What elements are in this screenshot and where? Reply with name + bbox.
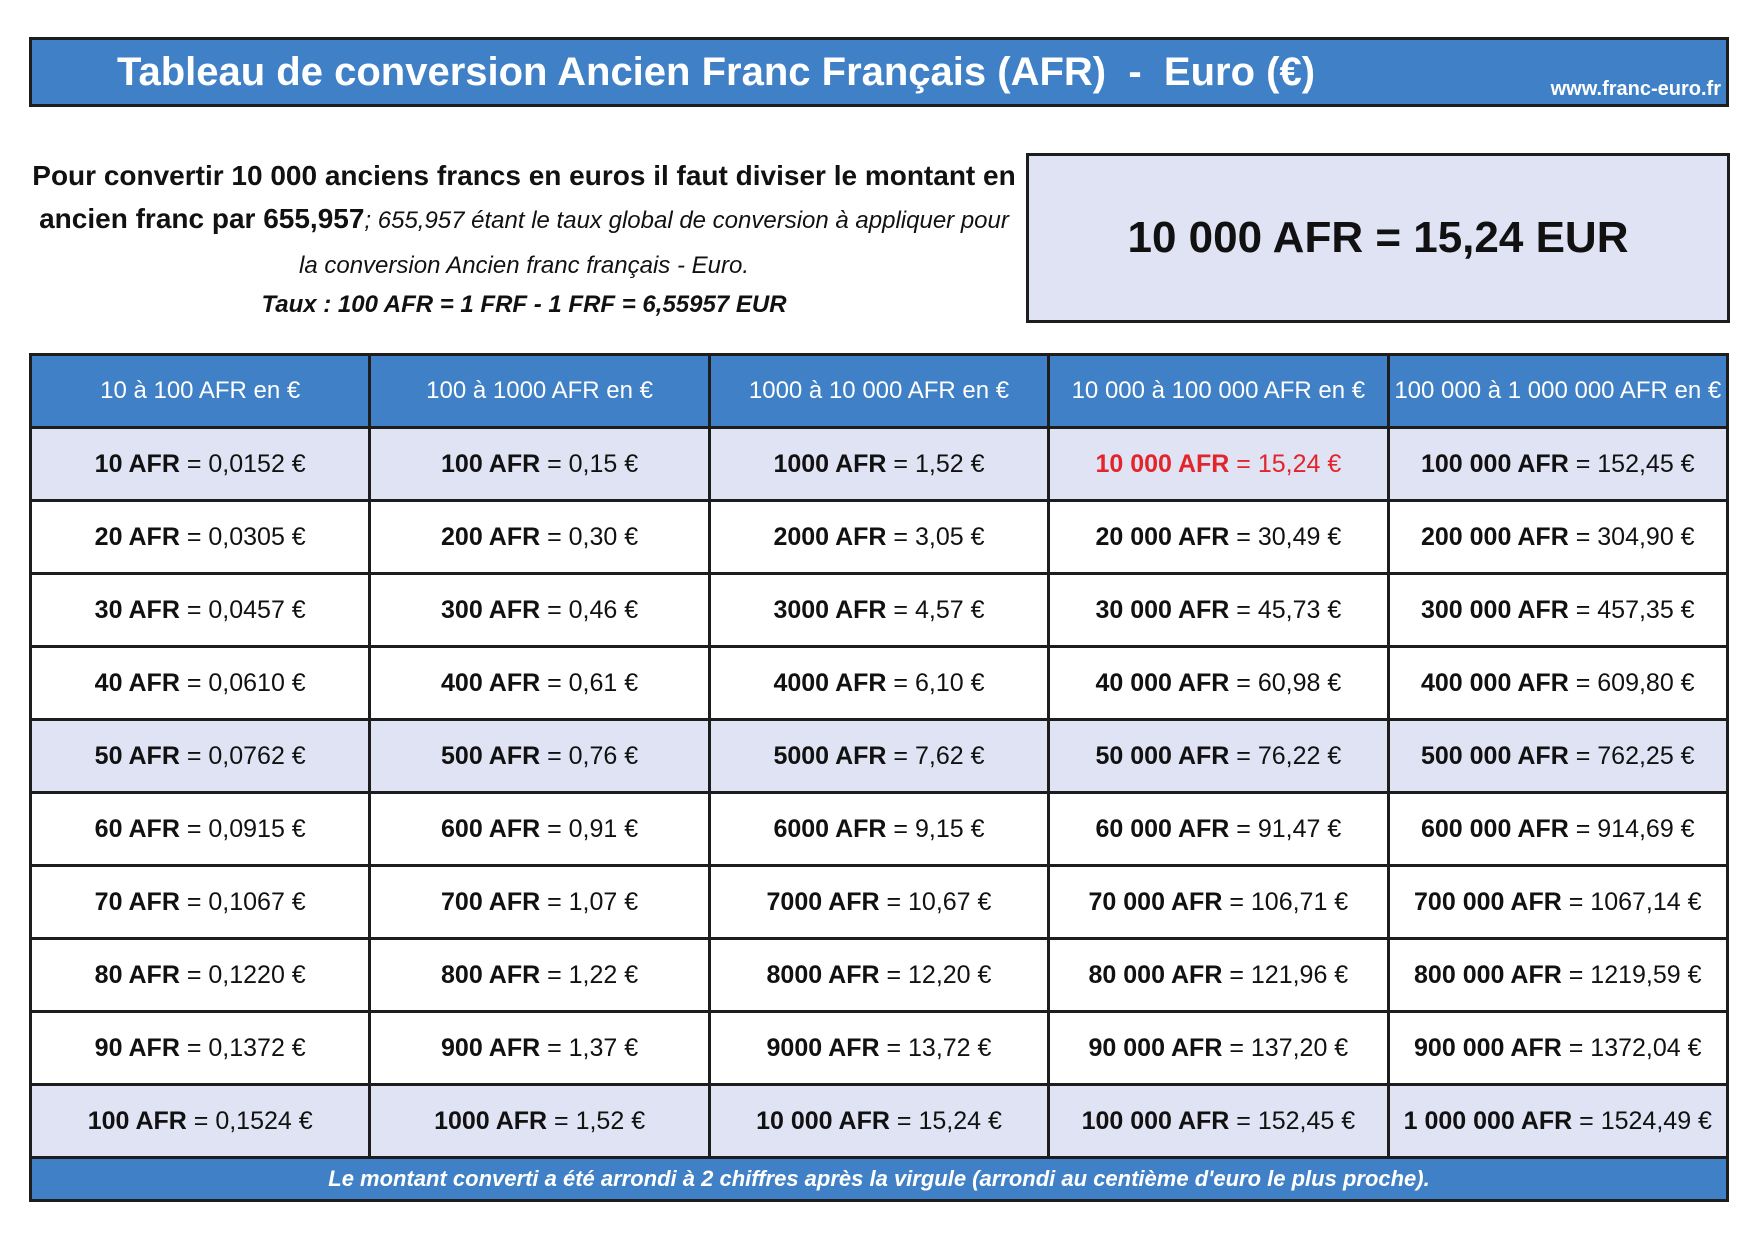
amount-eur: = 914,69 €	[1568, 814, 1695, 843]
amount-eur: = 762,25 €	[1568, 741, 1695, 770]
amount-afr: 80 000 AFR	[1088, 960, 1223, 989]
table-cell	[1049, 866, 1388, 939]
table-row	[31, 720, 1728, 793]
table-row	[31, 1012, 1728, 1085]
amount-afr: 6000 AFR	[773, 814, 887, 843]
table-row	[31, 428, 1728, 501]
amount-afr: 7000 AFR	[766, 887, 880, 916]
amount-eur: = 0,0610 €	[179, 668, 306, 697]
table-cell	[31, 428, 370, 501]
amount-afr: 40 000 AFR	[1095, 668, 1230, 697]
amount-eur: = 137,20 €	[1222, 1033, 1349, 1062]
amount-eur: = 0,0915 €	[179, 814, 306, 843]
amount-afr: 700 000 AFR	[1414, 887, 1562, 916]
table-row	[31, 647, 1728, 720]
title-bar	[29, 37, 1729, 107]
amount-eur: = 121,96 €	[1222, 960, 1349, 989]
footnote-row	[31, 1158, 1728, 1201]
table-cell	[370, 428, 709, 501]
column-header: 100 à 1000 AFR en €	[370, 355, 709, 428]
table-cell	[31, 1012, 370, 1085]
table-cell	[1049, 501, 1388, 574]
amount-afr: 500 000 AFR	[1420, 741, 1569, 770]
amount-afr: 100 AFR	[87, 1106, 187, 1135]
amount-eur: = 9,15 €	[886, 814, 985, 843]
table-cell	[370, 574, 709, 647]
amount-eur: = 4,57 €	[886, 595, 985, 624]
intro-text	[29, 154, 1019, 323]
amount-eur: = 106,71 €	[1222, 887, 1349, 916]
amount-afr: 50 AFR	[94, 741, 180, 770]
amount-afr: 30 AFR	[94, 595, 180, 624]
amount-afr: 900 000 AFR	[1414, 1033, 1562, 1062]
table-cell	[1388, 720, 1727, 793]
amount-afr: 30 000 AFR	[1095, 595, 1230, 624]
amount-eur: = 15,24 €	[889, 1106, 1002, 1135]
amount-eur: = 1524,49 €	[1572, 1106, 1712, 1135]
amount-afr: 60 AFR	[94, 814, 180, 843]
amount-afr: 5000 AFR	[773, 741, 887, 770]
amount-afr: 100 AFR	[441, 449, 541, 478]
amount-afr: 100 000 AFR	[1420, 449, 1569, 478]
amount-afr: 200 000 AFR	[1420, 522, 1569, 551]
table-cell	[709, 1012, 1048, 1085]
table-cell	[709, 1085, 1048, 1158]
table-cell	[370, 501, 709, 574]
amount-eur: = 457,35 €	[1568, 595, 1695, 624]
amount-afr: 300 AFR	[441, 595, 541, 624]
table-cell	[1388, 939, 1727, 1012]
amount-afr: 20 000 AFR	[1095, 522, 1230, 551]
amount-eur: = 12,20 €	[879, 960, 992, 989]
table-cell	[31, 866, 370, 939]
table-cell	[1388, 793, 1727, 866]
amount-afr: 40 AFR	[94, 668, 180, 697]
amount-afr: 800 AFR	[441, 960, 541, 989]
amount-eur: = 1219,59 €	[1561, 960, 1702, 989]
amount-eur: = 1,22 €	[540, 960, 639, 989]
intro-italic: ; 655,957 étant le taux global de conversion à appliquer pour la conversion Ancien franc français - Euro.	[299, 207, 1009, 279]
amount-afr: 600 AFR	[441, 814, 541, 843]
table-cell	[1049, 939, 1388, 1012]
amount-eur: = 0,15 €	[540, 449, 639, 478]
table-cell	[370, 939, 709, 1012]
amount-eur: = 0,61 €	[540, 668, 639, 697]
amount-eur: = 0,91 €	[540, 814, 639, 843]
amount-eur: = 0,0762 €	[179, 741, 306, 770]
amount-afr: 200 AFR	[441, 522, 541, 551]
amount-afr: 1 000 000 AFR	[1403, 1106, 1573, 1135]
amount-afr: 80 AFR	[94, 960, 180, 989]
table-cell	[709, 501, 1048, 574]
amount-eur: = 0,76 €	[540, 741, 639, 770]
amount-afr: 400 AFR	[441, 668, 541, 697]
amount-eur: = 1,07 €	[540, 887, 639, 916]
table-cell	[1388, 428, 1727, 501]
amount-afr: 700 AFR	[441, 887, 541, 916]
amount-eur: = 3,05 €	[886, 522, 985, 551]
amount-eur: = 0,1220 €	[179, 960, 306, 989]
amount-afr: 60 000 AFR	[1095, 814, 1230, 843]
amount-eur: = 1372,04 €	[1561, 1033, 1702, 1062]
table-cell	[709, 574, 1048, 647]
table-cell	[370, 1012, 709, 1085]
amount-afr: 1000 AFR	[773, 449, 887, 478]
table-cell	[31, 647, 370, 720]
amount-eur: = 1,52 €	[547, 1106, 646, 1135]
table-cell	[31, 720, 370, 793]
amount-afr: 400 000 AFR	[1420, 668, 1569, 697]
amount-eur: = 0,0457 €	[179, 595, 306, 624]
table-body	[31, 428, 1728, 1158]
table-cell	[1388, 574, 1727, 647]
amount-afr: 3000 AFR	[773, 595, 887, 624]
amount-afr: 70 000 AFR	[1088, 887, 1223, 916]
column-header: 10 000 à 100 000 AFR en €	[1049, 355, 1388, 428]
table-cell	[1388, 1012, 1727, 1085]
amount-eur: = 0,1524 €	[186, 1106, 313, 1135]
column-header: 1000 à 10 000 AFR en €	[709, 355, 1048, 428]
amount-afr: 8000 AFR	[766, 960, 880, 989]
amount-eur: = 1,37 €	[540, 1033, 639, 1062]
table-cell	[709, 720, 1048, 793]
amount-eur: = 7,62 €	[886, 741, 985, 770]
table-cell	[709, 866, 1048, 939]
amount-afr: 2000 AFR	[773, 522, 887, 551]
table-cell	[1049, 647, 1388, 720]
amount-afr: 100 000 AFR	[1081, 1106, 1230, 1135]
table-cell	[370, 720, 709, 793]
table-cell	[370, 793, 709, 866]
amount-afr: 70 AFR	[94, 887, 180, 916]
amount-eur: = 91,47 €	[1229, 814, 1342, 843]
column-header: 10 à 100 AFR en €	[31, 355, 370, 428]
amount-afr: 50 000 AFR	[1095, 741, 1230, 770]
page-title: Tableau de conversion Ancien Franc Français (AFR) - Euro (€)	[117, 50, 1316, 94]
amount-afr: 10 000 AFR	[1095, 449, 1230, 478]
table-cell	[1049, 1085, 1388, 1158]
table-cell	[1388, 1085, 1727, 1158]
amount-eur: = 30,49 €	[1229, 522, 1342, 551]
amount-afr: 1000 AFR	[434, 1106, 548, 1135]
table-cell	[709, 939, 1048, 1012]
amount-afr: 90 000 AFR	[1088, 1033, 1223, 1062]
amount-eur: = 609,80 €	[1568, 668, 1695, 697]
table-cell	[1049, 1012, 1388, 1085]
amount-eur: = 0,0152 €	[179, 449, 306, 478]
table-cell	[31, 939, 370, 1012]
amount-eur: = 0,0305 €	[179, 522, 306, 551]
amount-eur: = 0,1067 €	[179, 887, 306, 916]
table-cell	[1049, 720, 1388, 793]
amount-eur: = 0,46 €	[540, 595, 639, 624]
table-cell	[709, 428, 1048, 501]
amount-afr: 300 000 AFR	[1420, 595, 1569, 624]
amount-eur: = 76,22 €	[1229, 741, 1342, 770]
table-cell	[1049, 793, 1388, 866]
amount-afr: 800 000 AFR	[1414, 960, 1562, 989]
amount-afr: 20 AFR	[94, 522, 180, 551]
table-cell	[1388, 501, 1727, 574]
table-cell	[1388, 647, 1727, 720]
table-cell	[1049, 428, 1388, 501]
table-cell	[370, 647, 709, 720]
table-row	[31, 793, 1728, 866]
result-text: 10 000 AFR = 15,24 EUR	[1127, 213, 1629, 262]
table-row	[31, 1085, 1728, 1158]
amount-eur: = 152,45 €	[1229, 1106, 1356, 1135]
amount-eur: = 0,30 €	[540, 522, 639, 551]
table-cell	[31, 501, 370, 574]
amount-afr: 4000 AFR	[773, 668, 887, 697]
amount-afr: 9000 AFR	[766, 1033, 880, 1062]
intro-rate: Taux : 100 AFR = 1 FRF - 1 FRF = 6,55957 EUR	[261, 291, 787, 318]
amount-eur: = 0,1372 €	[179, 1033, 306, 1062]
amount-afr: 500 AFR	[441, 741, 541, 770]
amount-eur: = 304,90 €	[1568, 522, 1695, 551]
amount-eur: = 13,72 €	[879, 1033, 992, 1062]
amount-eur: = 15,24 €	[1229, 449, 1342, 478]
conversion-table	[29, 353, 1729, 1202]
table-cell	[709, 793, 1048, 866]
amount-eur: = 10,67 €	[879, 887, 992, 916]
amount-afr: 10 AFR	[94, 449, 180, 478]
site-url: www.franc-euro.fr	[1550, 78, 1721, 100]
table-cell	[709, 647, 1048, 720]
intro-bold: Pour convertir 10 000 anciens francs en euros il faut diviser le montant en ancien franc par 655,957	[32, 160, 1016, 234]
table-header-row	[31, 355, 1728, 428]
amount-afr: 10 000 AFR	[756, 1106, 890, 1135]
amount-eur: = 45,73 €	[1229, 595, 1342, 624]
amount-eur: = 6,10 €	[886, 668, 985, 697]
table-cell	[31, 793, 370, 866]
amount-afr: 900 AFR	[441, 1033, 541, 1062]
amount-eur: = 1,52 €	[886, 449, 985, 478]
table-cell	[31, 574, 370, 647]
amount-afr: 90 AFR	[94, 1033, 180, 1062]
column-header: 100 000 à 1 000 000 AFR en €	[1388, 355, 1727, 428]
table-row	[31, 939, 1728, 1012]
footnote: Le montant converti a été arrondi à 2 chiffres après la virgule (arrondi au centième d'euro le plus proche).	[31, 1158, 1728, 1201]
table-cell	[370, 866, 709, 939]
table-cell	[1049, 574, 1388, 647]
amount-eur: = 60,98 €	[1229, 668, 1342, 697]
amount-eur: = 152,45 €	[1568, 449, 1695, 478]
table-cell	[370, 1085, 709, 1158]
table-row	[31, 574, 1728, 647]
amount-eur: = 1067,14 €	[1561, 887, 1702, 916]
result-box	[1026, 153, 1730, 323]
table-cell	[1388, 866, 1727, 939]
table-row	[31, 501, 1728, 574]
table-cell	[31, 1085, 370, 1158]
table-row	[31, 866, 1728, 939]
amount-afr: 600 000 AFR	[1420, 814, 1569, 843]
